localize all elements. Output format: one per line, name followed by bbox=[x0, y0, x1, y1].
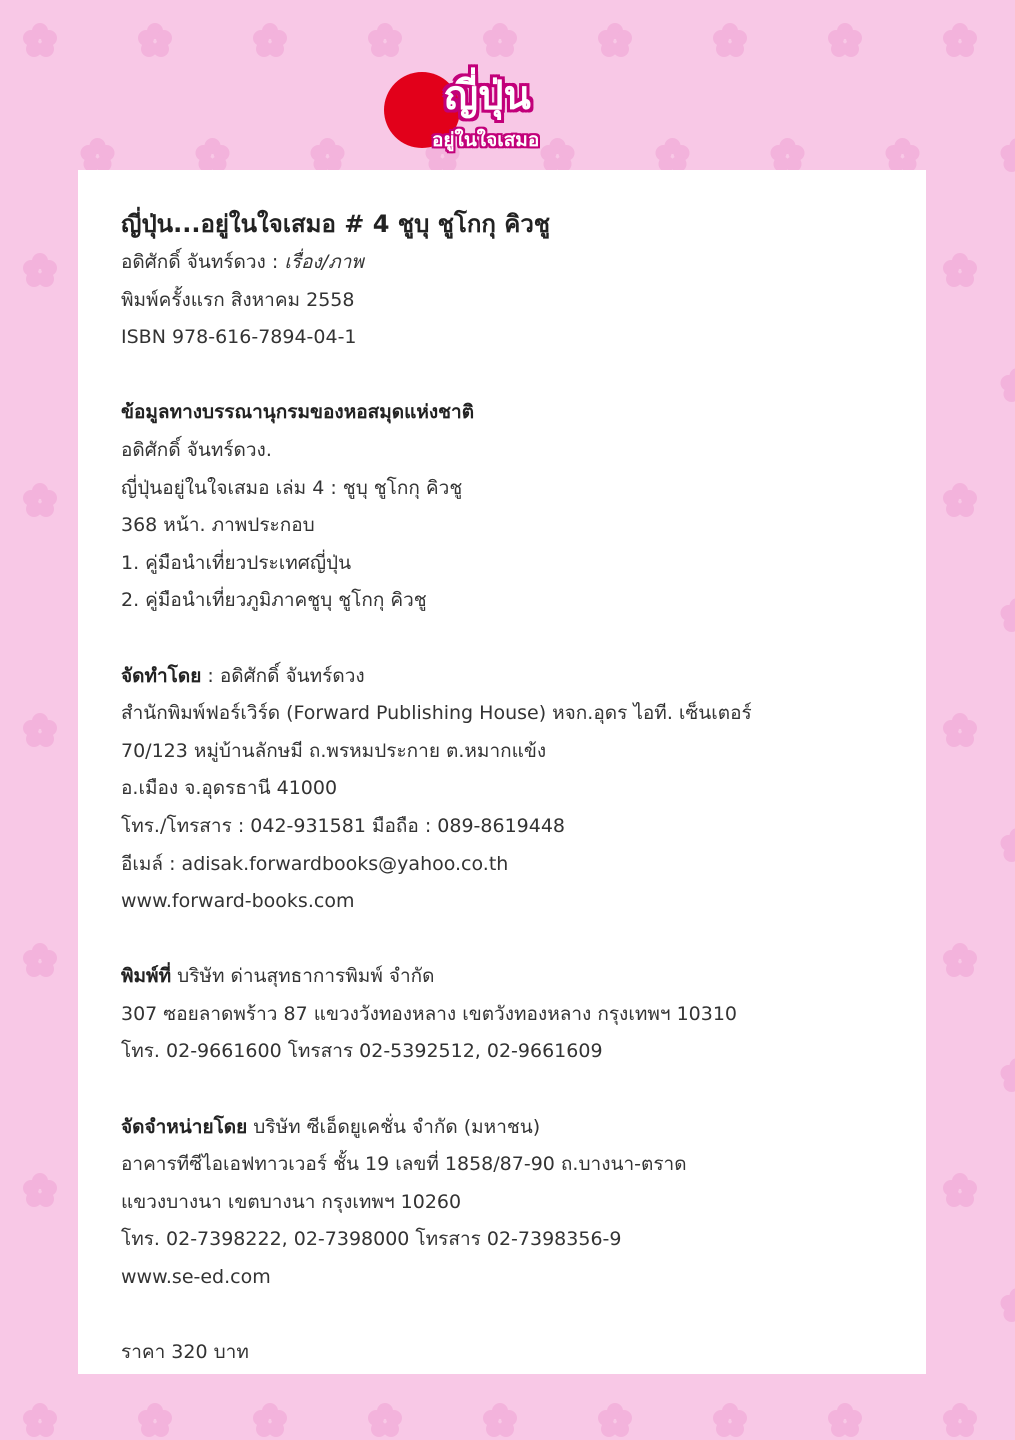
flower-icon bbox=[943, 943, 977, 977]
distributor-name: บริษัท ซีเอ็ดยูเคชั่น จำกัด (มหาชน) bbox=[247, 1115, 541, 1138]
producer-email: อีเมล์ : adisak.forwardbooks@yahoo.co.th bbox=[121, 852, 509, 875]
flower-icon bbox=[943, 23, 977, 57]
flower-icon bbox=[23, 1403, 57, 1437]
distributor-line: อาคารทีซีไอเอฟทาวเวอร์ ชั้น 19 เลขที่ 1858/87-90 ถ.บางนา-ตราด bbox=[121, 1153, 687, 1176]
flower-icon bbox=[196, 138, 230, 172]
flower-icon bbox=[23, 483, 57, 517]
printer-line: โทร. 02-9661600 โทรสาร 02-5392512, 02-9661609 bbox=[121, 1040, 603, 1063]
catalog-line: ญี่ปุ่นอยู่ในใจเสมอ เล่ม 4 : ชูบุ ชูโกกุ คิวชู bbox=[121, 476, 463, 499]
flower-icon bbox=[943, 253, 977, 287]
producer-name: : อดิศักดิ์ จันทร์ดวง bbox=[201, 664, 365, 687]
isbn-line: ISBN 978-616-7894-04-1 bbox=[121, 326, 357, 349]
printer-heading bbox=[121, 958, 926, 996]
flower-icon bbox=[368, 23, 402, 57]
flower-icon bbox=[943, 713, 977, 747]
flower-icon bbox=[771, 138, 805, 172]
flower-icon bbox=[1001, 1288, 1015, 1322]
flower-icon bbox=[1001, 828, 1015, 862]
flower-icon bbox=[1001, 1058, 1015, 1092]
flower-icon bbox=[1001, 598, 1015, 632]
distributor-label: จัดจำหน่ายโดย bbox=[121, 1115, 248, 1138]
producer-heading bbox=[121, 658, 926, 696]
flower-icon bbox=[138, 23, 172, 57]
flower-icon bbox=[656, 138, 690, 172]
producer-line: 70/123 หมู่บ้านลักษมี ถ.พรหมประกาย ต.หมากแข้ง bbox=[121, 739, 547, 762]
flower-icon bbox=[81, 138, 115, 172]
logo-title: ญี่ปุ่น bbox=[444, 73, 531, 119]
flower-icon bbox=[943, 483, 977, 517]
catalog-heading: ข้อมูลทางบรรณานุกรมของหอสมุดแห่งชาติ bbox=[121, 401, 475, 424]
flower-icon bbox=[943, 1173, 977, 1207]
producer-website: www.forward-books.com bbox=[121, 890, 355, 913]
distributor-heading bbox=[121, 1109, 926, 1147]
edition-line: พิมพ์ครั้งแรก สิงหาคม 2558 bbox=[121, 288, 355, 311]
flower-icon bbox=[1001, 368, 1015, 402]
flower-icon bbox=[23, 943, 57, 977]
colophon-panel bbox=[78, 170, 926, 1374]
printer-name: บริษัท ด่านสุทธาการพิมพ์ จำกัด bbox=[171, 965, 435, 988]
book-title: ญี่ปุ่น...อยู่ในใจเสมอ # 4 ชูบุ ชูโกกุ คิวชู bbox=[121, 210, 551, 238]
flower-icon bbox=[1001, 138, 1015, 172]
distributor-line: แขวงบางนา เขตบางนา กรุงเทพฯ 10260 bbox=[121, 1190, 462, 1213]
catalog-line: อดิศักดิ์ จันทร์ดวง. bbox=[121, 438, 272, 461]
printer-label: พิมพ์ที่ bbox=[121, 965, 172, 988]
series-logo bbox=[384, 70, 564, 166]
flower-icon bbox=[23, 713, 57, 747]
catalog-line: 368 หน้า. ภาพประกอบ bbox=[121, 514, 315, 537]
flower-icon bbox=[886, 138, 920, 172]
flower-icon bbox=[713, 1403, 747, 1437]
author-name: อดิศักดิ์ จันทร์ดวง : bbox=[121, 251, 285, 273]
flower-icon bbox=[943, 1403, 977, 1437]
distributor-website: www.se-ed.com bbox=[121, 1266, 271, 1289]
flower-icon bbox=[253, 23, 287, 57]
producer-line: อ.เมือง จ.อุดรธานี 41000 bbox=[121, 777, 338, 800]
flower-icon bbox=[23, 23, 57, 57]
flower-icon bbox=[138, 1403, 172, 1437]
logo-subtitle: อยู่ในใจเสมอ bbox=[432, 129, 540, 151]
catalog-line: 1. คู่มือนำเที่ยวประเทศญี่ปุ่น bbox=[121, 551, 352, 574]
catalog-line: 2. คู่มือนำเที่ยวภูมิภาคชูบุ ชูโกกุ คิวชู bbox=[121, 589, 427, 612]
flower-icon bbox=[311, 138, 345, 172]
printer-line: 307 ซอยลาดพร้าว 87 แขวงวังทองหลาง เขตวังทองหลาง กรุงเทพฯ 10310 bbox=[121, 1002, 738, 1025]
distributor-line: โทร. 02-7398222, 02-7398000 โทรสาร 02-7398356-9 bbox=[121, 1228, 622, 1251]
author-line bbox=[121, 244, 926, 282]
flower-icon bbox=[23, 253, 57, 287]
flower-icon bbox=[713, 23, 747, 57]
price-line: ราคา 320 บาท bbox=[121, 1341, 249, 1364]
producer-label: จัดทำโดย bbox=[121, 664, 202, 687]
producer-line: สำนักพิมพ์ฟอร์เวิร์ด (Forward Publishing House) หจก.อุดร ไอที. เซ็นเตอร์ bbox=[121, 702, 752, 725]
flower-icon bbox=[598, 1403, 632, 1437]
flower-icon bbox=[828, 23, 862, 57]
flower-icon bbox=[368, 1403, 402, 1437]
author-role: เรื่อง/ภาพ bbox=[284, 251, 364, 273]
flower-icon bbox=[828, 1403, 862, 1437]
flower-icon bbox=[598, 23, 632, 57]
producer-line: โทร./โทรสาร : 042-931581 มือถือ : 089-8619448 bbox=[121, 814, 566, 837]
flower-icon bbox=[483, 1403, 517, 1437]
flower-icon bbox=[253, 1403, 287, 1437]
flower-icon bbox=[23, 1173, 57, 1207]
flower-icon bbox=[483, 23, 517, 57]
